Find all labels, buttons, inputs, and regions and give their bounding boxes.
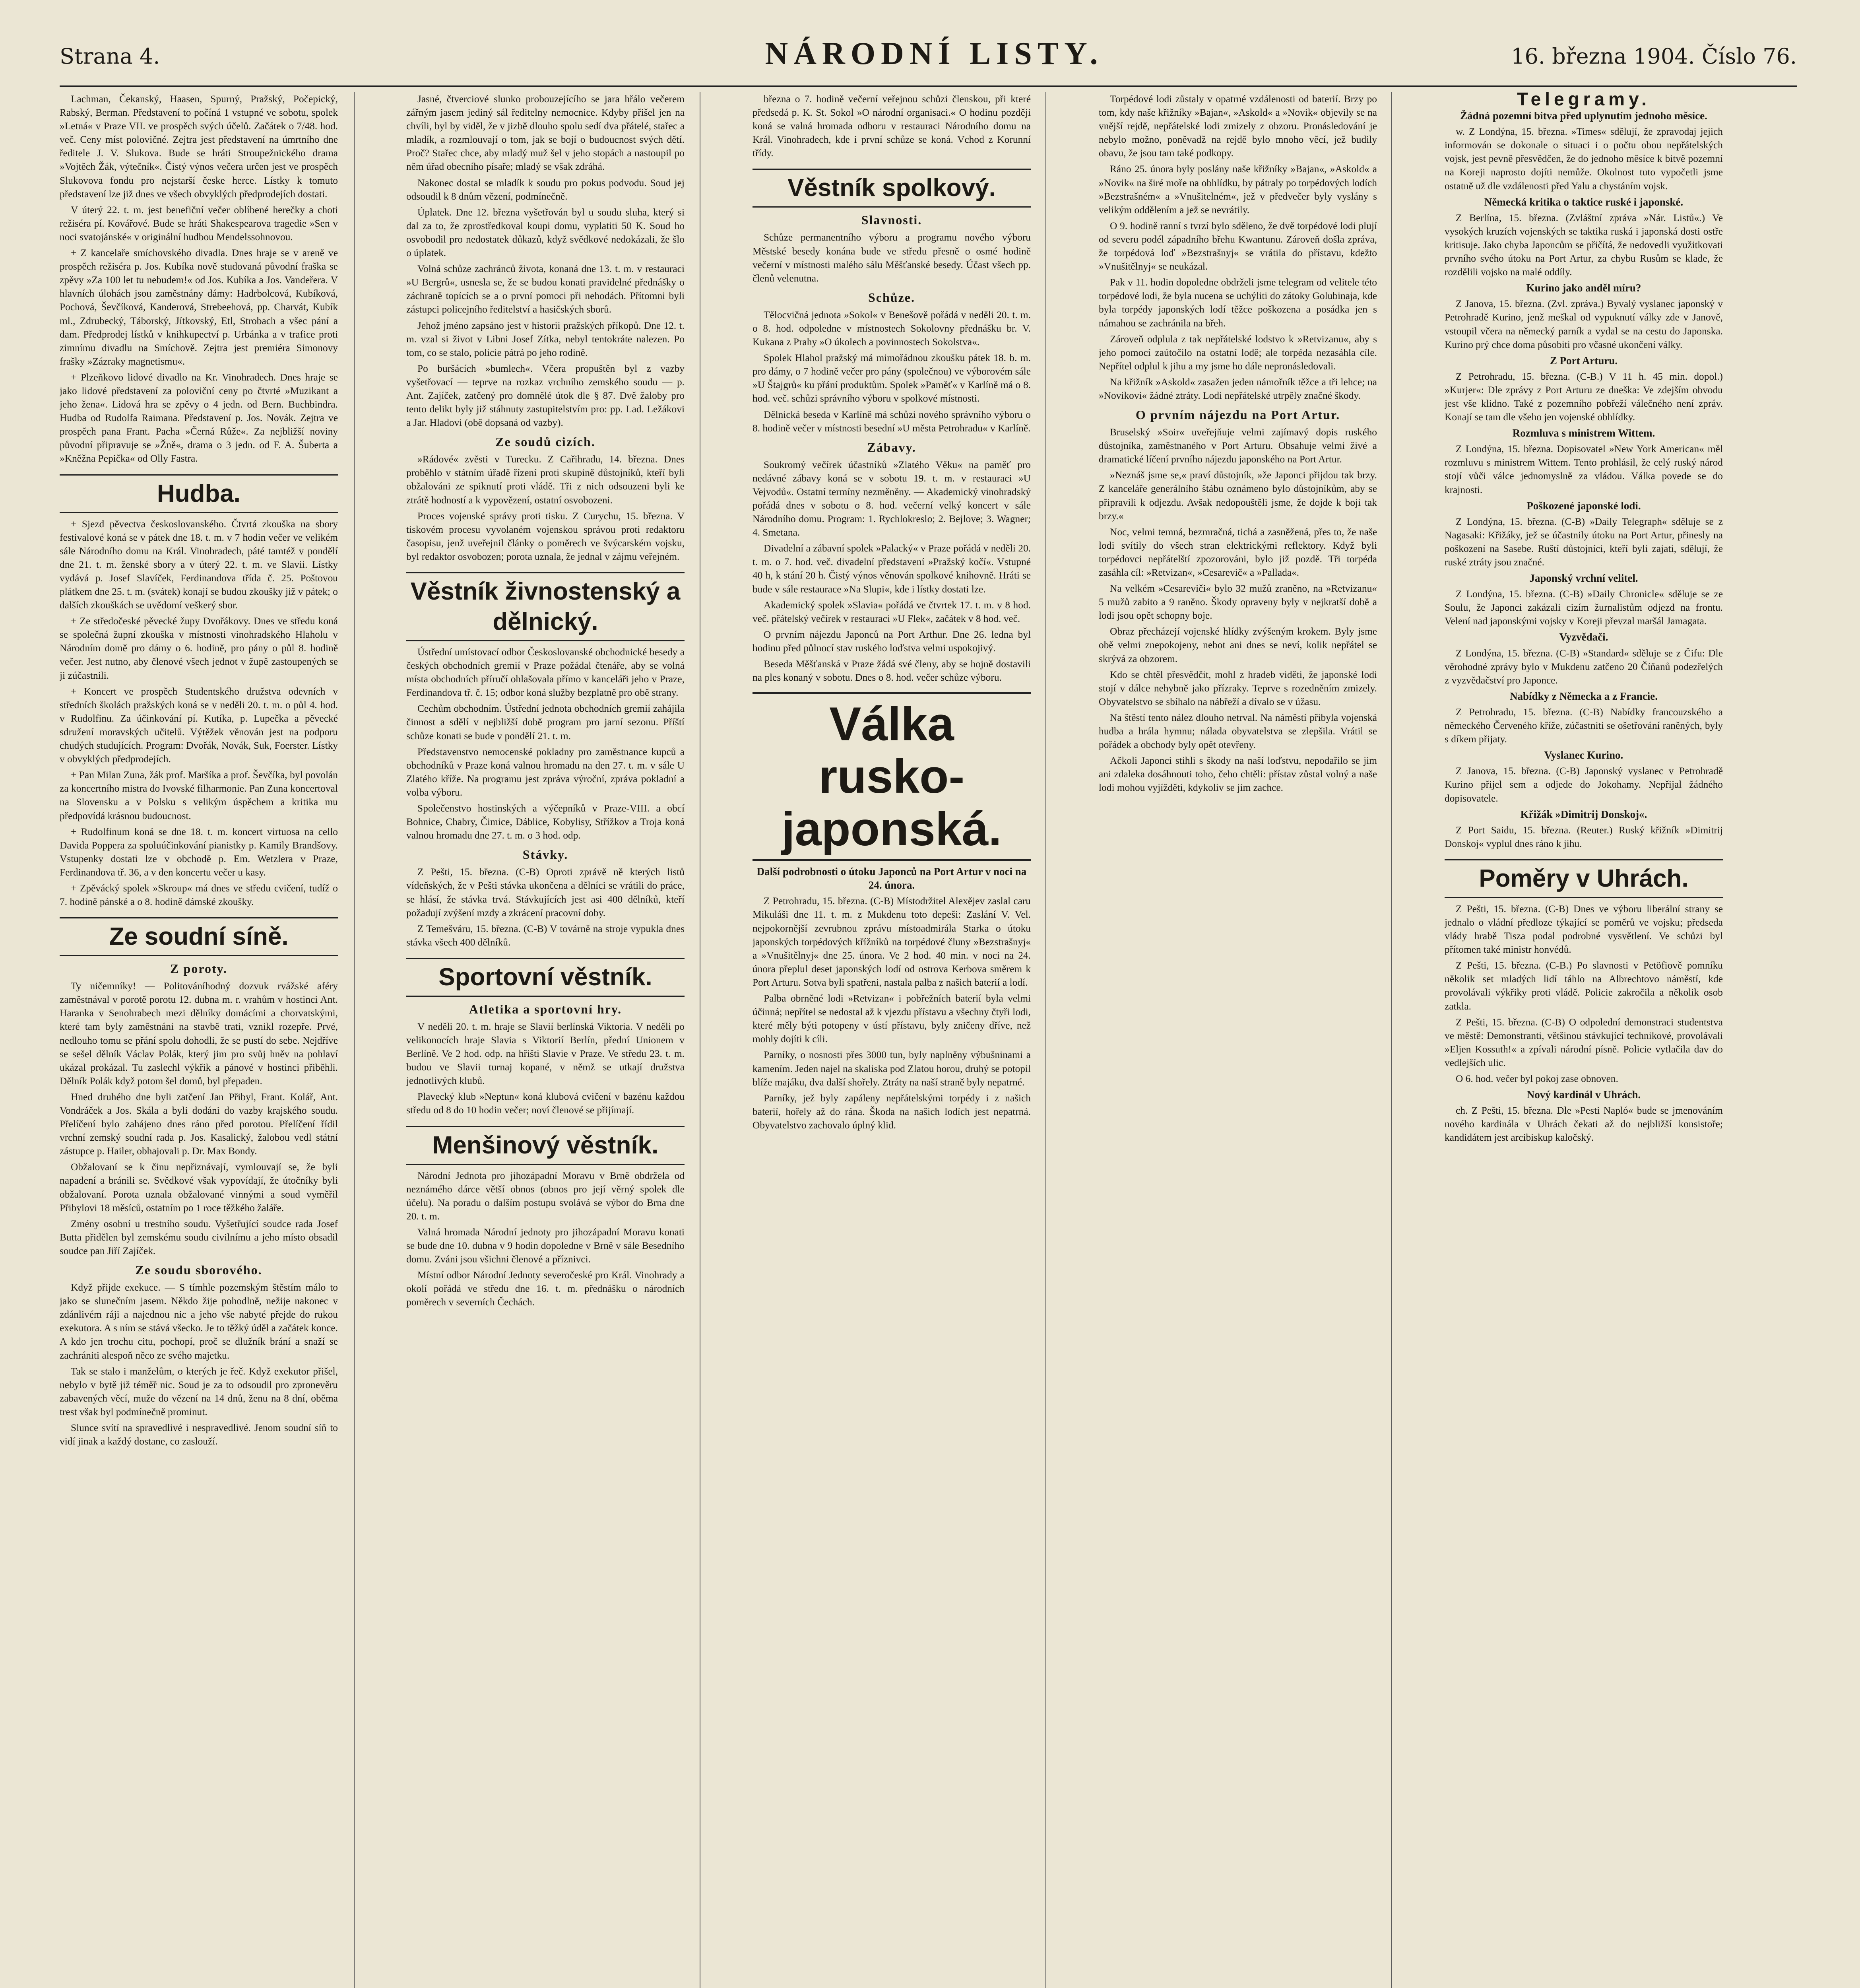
- article-paragraph: Tělocvičná jednota »Sokol« v Benešově pořádá v neděli 20. t. m. o 8. hod. odpoledne v místnostech Sokolovny přednášku br. V. Kukana z Prahy »O úkolech a povinnostech Sokolstva«.: [753, 309, 1031, 348]
- article-paragraph: Jehož jméno zapsáno jest v historii pražských příkopů. Dne 12. t. m. vzal si život v Libni Josef Zítka, nebyl tentokráte nalezen. Po tom, co se stalo, policie pátrá po jeho rodině.: [406, 320, 685, 358]
- article-headline: Vyzvědači.: [1559, 631, 1608, 643]
- article-paragraph: Z Pešti, 15. března. (C-B) Dnes ve výboru liberální strany se jednalo o vládní předloze týkající se poměrů ve vojsku; předseda vlády hrabě Tisza podal podrobné vysvětlení. Ve schůzi byl přítomen také ministr honvédů.: [1445, 903, 1723, 955]
- article-headline: Poškozené japonské lodi.: [1526, 499, 1641, 512]
- article-paragraph: Obžalovaní se k činu nepřiznávají, vymlouvají se, že byli napadení a bránili se. Svědkové však vypovídají, že útočníky byli obžalovaní. Porota uznala obžalované vinnými a soud vyměřil Přibylovi 18 měsíců, ostatním po 1 roce těžkého žaláře.: [60, 1161, 338, 1213]
- article-paragraph: Když přijde exekuce. — S tímhle pozemským štěstím málo to jako se slunečním jasem. Někdo žije pohodlně, nežije nakonec v zdánlivém ráji a najednou nic a jeho vše nabyté přejde do rukou exekutora. A s ním se stává všecko. Je to těžký úděl a začátek konce. A kdo jen trochu citu, pochopí, proč se dlužník brání a snaží se zachrániti alespoň něco ze svého majetku.: [60, 1282, 338, 1361]
- article-paragraph: března o 7. hodině večerní veřejnou schůzi členskou, při které předsedá p. K. St. Sokol »O národní organisaci.« O hodinu později koná se valná hromada odboru v restauraci Národního domu na Král. Vinohradech, kde i první schůze se koná. Vchod z Korunní třídy.: [753, 93, 1031, 159]
- article-headline: Žádná pozemní bitva před uplynutím jednoho měsíce.: [1460, 110, 1707, 122]
- article-paragraph: Obraz přecházejí vojenské hlídky zvýšeným krokem. Byly jsme obě velmi znepokojeny, nebot ani dnes se neví, kolik nepřátel se skrývá za obzorem.: [1099, 626, 1377, 664]
- section-heading: Ze soudní síně.: [60, 917, 338, 956]
- article-paragraph: Noc, velmi temná, bezmračná, tichá a zasněžená, přes to, že naše lodi svítily do všech stran elektrickými reflektory. Když byli torpédovci nepřátelští zpozorováni, bylo již pozdě. Tři torpéda zasáhla cíl: »Retvizan«, »Cesarevič« a »Pallada«.: [1099, 526, 1377, 578]
- article-paragraph: Nakonec dostal se mladík k soudu pro pokus podvodu. Soud jej odsoudil k 8 dnům vězení, podmínečně.: [406, 177, 685, 202]
- article-paragraph: Akademický spolek »Slavia« pořádá ve čtvrtek 17. t. m. v 8 hod. več. přátelský večírek v restauraci »U Flek«, začátek v 8 hod. več.: [753, 599, 1031, 624]
- article-paragraph: »Neznáš jsme se,« praví důstojník, »že Japonci přijdou tak brzy. Z kanceláře generálního štábu oznámeno bylo důstojníkům, aby se připravili k odjezdu. Avšak nedopouštěli jsme, že dojde k boji tak brzy.«: [1099, 470, 1377, 522]
- article-headline: Japonský vrchní velitel.: [1529, 572, 1638, 584]
- article-paragraph: Z Petrohradu, 15. března. (C-B) Místodržitel Alexějev zaslal caru Mikuláši dne 11. t. m. z Mukdenu toto depeši: Zaslání V. Vel. nejpokornější zevrubnou zprávu místoadmirála Starka o útoku japonských torpédových křížníků na torpédové čluny »Bezstrašnyj« a »Vnušitělnyj« dne 25. února. Ve 2 hod. 40 min. v noci na 24. února přeplul deset japonských lodí od ostrova Kerbova směrem k Port Arturu. Sotva byli spatřeni, nastala palba z našich baterií a lodí.: [753, 895, 1031, 988]
- section-heading: Menšinový věstník.: [406, 1126, 685, 1165]
- subsection-heading: Schůze.: [868, 290, 915, 305]
- article-paragraph: + Koncert ve prospěch Studentského družstva odevních v středních školách pražských koná se v neděli 20. t. m. o půl 4. hod. v Rudolfinu. Za účinkování pí. Kutíka, p. Lupečka a pěvecké sdružení moravských učitelů. Výtěžek věnován jest na podporu chudých studujících. Program: Dvořák, Novák, Suk, Foerster. Lístky v obvyklých předprodejích.: [60, 685, 338, 765]
- article-paragraph: Z Port Saidu, 15. března. (Reuter.) Ruský křižník »Dimitrij Donskoj« vyplul dnes ráno k jihu.: [1445, 824, 1723, 849]
- column-2: [406, 92, 685, 1988]
- article-paragraph: Soukromý večírek účastníků »Zlatého Věku« na paměť pro nedávné zábavy koná se v sobotu 19. t. m. v restauraci »U Vejvodů«. Ostatní termíny nezměněny. — Akademický vinohradský pořádá dnes v sobotu o 8. hod. večerní velký koncert v sále Národního domu. Program: 1. Rychlokreslo; 2. Bejlove; 3. Wagner; 4. Smetana.: [753, 459, 1031, 538]
- section-heading: Věstník živnostenský a dělnický.: [406, 572, 685, 641]
- article-headline: Německá kritika o taktice ruské i japonské.: [1484, 196, 1684, 208]
- article-paragraph: V neděli 20. t. m. hraje se Slavií berlínská Viktoria. V neděli po velikonocích hraje Slavia s Viktorií Berlín, přední Unionem v Berlíně. Ve 2 hod. odp. na hřišti Slavie v Praze. Ve středu 23. t. m. budou ve Slavii turnaj kopané, v němž se utkají družstva jednotlivých klubů.: [406, 1021, 685, 1087]
- article-paragraph: + Rudolfinum koná se dne 18. t. m. koncert virtuosa na cello Davida Poppera za spoluúčinkování pianistky p. Kamily Brandšovy. Vstupenky dostati lze v obchodě p. Em. Wetzlera v Praze, Ferdinandova tř. 36, a v den koncertu večer u kasy.: [60, 826, 338, 878]
- article-paragraph: Pak v 11. hodin dopoledne obdrželi jsme telegram od velitele této torpédové lodi, že byla nucena se uchýliti do zátoky Golubinaja, kde byla torpédy japonských lodí těžce poškozena a posádka jen s námahou se zachránila na břeh.: [1099, 277, 1377, 329]
- article-paragraph: + Sjezd pěvectva českoslovanského. Čtvrtá zkouška na sbory festivalové koná se v pátek dne 18. t. m. v 7 hodin večer ve velikém sále Národního domu na Král. Vinohradech, páté tamtéž v pondělí dne 21. t. m. ženské sbory a v úterý 22. t. m. ve Slavii. Lístky vydává p. Josef Slavíček, Ferdinandova třída č. 25. Poštovou plátkem dne 25. t. m. (svátek) konají se budou zkoušky již v pátek; o dalších zkouškách se uvědomí veškerý sbor.: [60, 518, 338, 611]
- article-paragraph: Z Londýna, 15. března. (C-B) »Daily Chronicle« sděluje se ze Soulu, že Japonci zakázali cizím žurnalistům odjezd na frontu. Velení nad japonskými vojsky v Koreji převzal maršál Jamagata.: [1445, 588, 1723, 627]
- article-paragraph: Po buršácích »bumlech«. Včera propuštěn byl z vazby vyšetřovací — teprve na rozkaz vrchního zemského soudu — p. Ant. Zajíček, zatčený pro domnělé útok dle § 87. Dvě žaloby pro tento delikt byly již stáhnuty zastupitelstvím pro: pp. Lad. Ležákovi a Jar. Hladovi (obě dopsaná od vazby).: [406, 363, 685, 429]
- article-paragraph: O 6. hod. večer byl pokoj zase obnoven.: [1456, 1073, 1618, 1084]
- article-paragraph: + Zpěvácký spolek »Skroup« má dnes ve středu cvičení, tudíž o 7. hodině pánské a o 8. hodině dámské zkoušky.: [60, 882, 338, 908]
- article-paragraph: Palba obrněné lodi »Retvizan« i pobřežních baterií byla velmi účinná; nepřítel se nedostal až k vjezdu přístavu a všechny čtyři lodi, které měly býti potopeny v ústí přístavu, byly zničeny dříve, než mohly dojíti k cíli.: [753, 993, 1031, 1045]
- article-paragraph: Torpédové lodi zůstaly v opatrné vzdálenosti od baterií. Brzy po tom, kdy naše křižníky »Bajan«, »Askold« a »Novik« objevily se na vnější rejdě, nepřátelské lodi zmizely z obzoru. Pronásledování je nebylo možno, poněvadž na rejdě bylo mnoho věcí, jež budily obavu, že jsou tam také podkopy.: [1099, 93, 1377, 159]
- article-paragraph: Z Janova, 15. března. (Zvl. zpráva.) Byvalý vyslanec japonský v Petrohradě Kurino, jenž meškal od vypuknutí války zde v Janově, vstoupil včera na německý parník a vydal se na cestu do Japonska. Kurino prý chce doma působiti pro včasné ukončení války.: [1445, 298, 1723, 350]
- article-paragraph: O prvním nájezdu Japonců na Port Arthur. Dne 26. ledna byl hodinu před půlnocí stav ruského loďstva velmi uspokojivý.: [753, 629, 1031, 654]
- article-paragraph: Z Londýna, 15. března. Dopisovatel »New York American« měl rozmluvu s ministrem Wittem. Tento prohlásil, že celý ruský národ stojí vůči válce jednomyslně za vládou. Válka povede se do krajnosti.: [1445, 443, 1723, 495]
- article-paragraph: Parníky, o nosnosti přes 3000 tun, byly naplněny výbušninami a kamením. Jeden najel na skaliska pod Zlatou horou, druhý se potopil blíže majáku, dva další shořely. Ztráty na naší straně byly nepatrné.: [753, 1049, 1031, 1088]
- article-paragraph: w. Z Londýna, 15. března. »Times« sdělují, že zpravodaj jejich informován se dokonale o situaci i o počtu obou nepřátelských vojsk, jest pevně přesvědčen, že do jednoho měsíce k bitvě pozemní na Koreji naprosto dojíti nemůže. Okolnost tuto vypočetli jsme ostatně už dle vzdálenosti před Yalu a chystáním vojsk.: [1445, 126, 1723, 192]
- article-paragraph: Z Pešti, 15. března. (C-B) O odpolední demonstraci studentstva ve městě: Demonstranti, většinou stávkující technikové, provolávali »Eljen Kossuth!« a zpívali národní písně. Policie vytlačila dav do vedlejších ulic.: [1445, 1016, 1723, 1068]
- telegrams-heading: Telegramy.: [1517, 92, 1651, 109]
- article-paragraph: Proces vojenské správy proti tisku. Z Curychu, 15. března. V tiskovém procesu vyvolaném vojenskou správou proti redaktoru časopisu, jenž uveřejnil články o poměrech ve švýcarském vojsku, byl redaktor osvobozen; porota uznala, že jednal v zájmu veřejném.: [406, 510, 685, 562]
- article-paragraph: Jasné, čtverciové slunko probouzejícího se jara hřálo večerem zářným jasem jediný sál ředitelny nemocnice. Kdyby přišel jen na chvíli, byl by viděl, že v jizbě dlouho spolu sedí dva přátelé, stařec a mladík, a rozmlouvají o tom, jak se bojí o budoucnost svých dětí. Proč? Stařec chce, aby mladý muž šel v jeho stopách a nastoupil po něm úřad obecního písaře; mladý se však zdráhá.: [406, 93, 685, 173]
- page-number: Strana 4.: [60, 44, 160, 69]
- article-paragraph: Ty ničemníky! — Politováníhodný dozvuk rvážské aféry zaměstnával v porotě porotu 12. dubna m. r. vrahům v hostinci Ant. Haranka v Senohrabech mezi dělníky domácími a chorvatskými, které tam byly zaměstnáni na stavbě trati, vznikl rozepře. Prvé, nedlouho tomu se přání spolu dohodli, že se pustí do sebe. Nejdříve se sešel dělník Václav Polák, který jim pro svůj hněv na pohlaví ukázal prokázal. Tu zaslechl výkřik a pánové v hostinci přiběhli. Dělník Polák když potom šel domů, byl přepaden.: [60, 980, 338, 1087]
- column-3: [753, 92, 1031, 1988]
- article-paragraph: Z Londýna, 15. března. (C-B) »Standard« sděluje se z Čifu: Dle věrohodné zprávy bylo v Mukdenu zatčeno 20 Číňanů podezřelých z vyzvědačství pro Japonce.: [1445, 647, 1723, 686]
- article-paragraph: V úterý 22. t. m. jest benefiční večer oblíbené herečky a choti režiséra pí. Kovářové. Bude se hráti Shakespearova tragedie »Sen v noci svatojánské« v originální hudbou Mendelssohnovou.: [60, 204, 338, 243]
- article-paragraph: Z Petrohradu, 15. března. (C-B) Nabídky francouzského a německého Červeného kříže, zúčastniti se ošetřování raněných, byly s díkem přijaty.: [1445, 706, 1723, 745]
- article-headline: Nabídky z Německa a z Francie.: [1510, 690, 1658, 702]
- article-paragraph: Tak se stalo i manželům, o kterých je řeč. Když exekutor přišel, nebylo v bytě již téměř nic. Soud je za to odsoudil pro zpronevěru zabavených věcí, muže do vězení na 14 dnů, ženu na 8 dní, oběma trest však byl podmínečně prominut.: [60, 1365, 338, 1417]
- masthead-title: NÁRODNÍ LISTY.: [765, 36, 1104, 71]
- section-heading: Hudba.: [60, 474, 338, 513]
- article-paragraph: ch. Z Pešti, 15. března. Dle »Pesti Napló« bude se jmenováním nového kardinála v Uhrách čekati až do nejbližší konsistoře; kandidátem jest arcibiskup kaločský.: [1445, 1105, 1723, 1143]
- column-divider: [1391, 92, 1392, 1988]
- article-paragraph: Z Janova, 15. března. (C-B) Japonský vyslanec v Petrohradě Kurino přijel sem a odjede do Jokohamy. Nepřijal žádného dopisovatele.: [1445, 765, 1723, 804]
- article-paragraph: Z Pešti, 15. března. (C-B) Oproti zprávě ně kterých listů vídeňských, že v Pešti stávka ukončena a dělníci se vrátili do práce, se hlásí, že stávka trvá. Stávkujících jest asi 400 dělníků, kteří požadují zvýšení mzdy a zkrácení pracovní doby.: [406, 866, 685, 918]
- column-4: [1099, 92, 1377, 1988]
- article-paragraph: Bruselský »Soir« uveřejňuje velmi zajímavý dopis ruského důstojníka, zaměstnaného v Port Arturu. Obsahuje velmi živé a dramatické líčení prvního nájezdu japonského na Port Artur.: [1099, 427, 1377, 465]
- article-paragraph: Z Berlína, 15. března. (Zvláštní zpráva »Nár. Listů«.) Ve vysokých kruzích vojenských se taktika ruská i japonská dosti ostře kritisuje. Jako chyba Japoncům se přičítá, že nedovedli využitkovati prvního svého útoku na Port Artur, za chybu Rusům se klade, že rozdělili vojsko na malé oddíly.: [1445, 212, 1723, 278]
- article-paragraph: Hned druhého dne byli zatčení Jan Přibyl, Frant. Kolář, Ant. Vondráček a Jos. Skála a byli dodáni do vazby krajského soudu. Přelíčení bylo zahájeno dnes ráno před porotou. Přelíčení řídil vrchní zemský soudní rada p. Jos. Kasalický, žalobou vedl státní zástupce p. Hailer, obhajovali p. Dr. Max Bondy.: [60, 1091, 338, 1157]
- subsection-heading: Stávky.: [522, 847, 568, 862]
- section-heading: Poměry v Uhrách.: [1445, 859, 1723, 898]
- column-5: [1445, 92, 1723, 1988]
- page-header: [60, 28, 1797, 87]
- article-paragraph: Z Pešti, 15. března. (C-B.) Po slavnosti v Petöfiově pomníku několik set mladých lidí táhlo na Albrechtovo náměstí, kde provolávali výkřiky proti vládě. Policie zakročila a několik osob zatkla.: [1445, 960, 1723, 1012]
- article-paragraph: Dělnická beseda v Karlíně má schůzi nového správního výboru o 8. hodině večer v místnosti besední »U města Petrohradu« v Karlíně.: [753, 409, 1031, 434]
- article-paragraph: Lachman, Čekanský, Haasen, Spurný, Pražský, Počepický, Rabský, Berman. Představení to počíná 1 vstupné ve sobotu, spolek »Letná« v Praze VII. ve prospěch svých účelů. Začátek o 7/48. hod. več. Ceny míst polovičné. Zejtra jest představení na úmrtního dne ředitele J. V. Slukova. Bude se hráti Stroupežnického drama »Vojtěch Žák, výtečník«. Čistý výnos večera určen jest ve prospěch Slukovova fondu pro nejstarší česke herce. Lístky k tomuto představení lze již dnes ve všech obvyklých předprodejích dostati.: [60, 93, 338, 200]
- subsection-heading: Z poroty.: [170, 961, 227, 976]
- column-divider: [1045, 92, 1046, 1988]
- article-paragraph: Beseda Měšťanská v Praze žádá své členy, aby se hojně dostavili na ples konaný v sobotu. Dnes o 8. hod. večer schůze výboru.: [753, 658, 1031, 683]
- article-paragraph: Z Temešváru, 15. března. (C-B) V továrně na stroje vypukla dnes stávka všech 400 dělníků.: [406, 923, 685, 948]
- article-paragraph: Cechům obchodním. Ústřední jednota obchodních gremií zahájila činnost a sdělí v nejbližší době program pro jarní sezonu. Příští schůze konati se bude v pondělí 21. t. m.: [406, 703, 685, 742]
- article-paragraph: + Pan Milan Zuna, žák prof. Maršíka a prof. Ševčíka, byl povolán za koncertního mistra do Ivovské filharmonie. Pan Zuna koncertoval na Slovensku a v Polsku s velikým úspěchem a kritika mu předpovídá krásnou budoucnost.: [60, 769, 338, 821]
- section-heading: Sportovní věstník.: [406, 958, 685, 997]
- subsection-heading: Ze soudu sborového.: [135, 1263, 262, 1277]
- article-paragraph: Představenstvo nemocenské pokladny pro zaměstnance kupců a obchodníků v Praze koná valnou hromadu na den 27. t. m. v sále U Zlatého kříže. Na programu jest zpráva výroční, zpráva pokladní a volba výboru.: [406, 746, 685, 798]
- article-paragraph: Společenstvo hostinských a výčepníků v Praze-VIII. a obcí Bohnice, Chabry, Čimice, Dáblice, Kobylisy, Střížkov a Troja koná valnou hromadu dne 27. t. m. o 3 hod. odp.: [406, 803, 685, 841]
- article-paragraph: Volná schůze zachránců života, konaná dne 13. t. m. v restauraci »U Bergrů«, usnesla se, že se budou konati pravidelné přednášky o záchraně topících se a o první pomoci při nehodách. Přítomni byli zástupci policejního ředitelství a hasičských sborů.: [406, 263, 685, 315]
- war-headline: Válka rusko-japonská.: [753, 692, 1031, 861]
- article-paragraph: Valná hromada Národní jednoty pro jihozápadní Moravu konati se bude dne 10. dubna v 9 hodin dopoledne v Brně v sále Besedního domu. Zváni jsou všichni členové a příznivci.: [406, 1226, 685, 1265]
- article-paragraph: Ústřední umístovací odbor Českoslovanské obchodnické besedy a českých obchodních gremií v Praze požádal čtenáře, aby se volná místa obchodních příručí ohlašovala přímo v kanceláři jeho v Praze, Ferdinandova tř. č. 15; odbor koná služby bezplatně pro obě strany.: [406, 646, 685, 699]
- article-headline: Z Port Arturu.: [1550, 354, 1618, 367]
- article-paragraph: Z Petrohradu, 15. března. (C-B.) V 11 h. 45 min. dopol.) »Kurjer«: Dle zprávy z Port Arturu ze dneška: Ve zdejším obvodu jest vše klidno. Také z pozemního pobřeží válečného není zpráv. Konají se tam dle všeho jen vojenské obhlídky.: [1445, 371, 1723, 423]
- article-paragraph: Zmény osobní u trestního soudu. Vyšetřující soudce rada Josef Butta přidělen byl zemskému soudu civilnímu a jeho místo obsadil soudce pan Jiří Zajíček.: [60, 1218, 338, 1256]
- article-paragraph: Na křižník »Askold« zasažen jeden námořník těžce a tři lehce; na »Novikovi« žádné ztráty. Lodi nepřátelské utrpěly značné škody.: [1099, 376, 1377, 401]
- article-headline: Rozmluva s ministrem Wittem.: [1512, 427, 1655, 439]
- article-paragraph: Národní Jednota pro jihozápadní Moravu v Brně obdržela od neznámého dárce větší obnos (obnos pro její věrný spolek dle účelu). Na poradu o dalším postupu svolává se výbor do Brna dne 20. t. m.: [406, 1170, 685, 1222]
- article-headline: Nový kardinál v Uhrách.: [1526, 1089, 1641, 1101]
- article-paragraph: Zároveň odplula z tak nepřátelské lodstvo k »Retvizanu«, aby s jeho pomocí zaútočilo na ostatní lodě; ale torpéda nezasáhla cíle. Nepřítel odplul k jihu a my jsme ho dále nepronásledovali.: [1099, 333, 1377, 372]
- article-paragraph: Divadelní a zábavní spolek »Palacký« v Praze pořádá v neděli 20. t. m. o 7. hod. več. divadelní představení »Pražský kočí«. Vstupné 40 h, k stání 20 h. Čistý výnos věnován spolkové knihovně. Hráti se bude v sále restaurace »Na Slupi«, kde i lístky dostati lze.: [753, 543, 1031, 595]
- article-paragraph: Kdo se chtěl přesvědčit, mohl z hradeb viděti, že japonské lodi stojí v dálce nehybně jako přízraky. Teprve s rozedněním zmizely. Obyvatelstvo se sbíhalo na nábřeží a dívalo se v úžasu.: [1099, 669, 1377, 707]
- subsection-heading: Atletika a sportovní hry.: [469, 1002, 622, 1016]
- article-paragraph: + Plzeňkovo lidové divadlo na Kr. Vinohradech. Dnes hraje se jako lidové představení za poloviční ceny po čtvrté »Muzikant a jeho žena«. Lidová hra se zpěvy o 4 jedn. od Bern. Buchbindra. Hudba od Rudolfa Raimana. Představení p. Jos. Novák. Zejtra ve prospěch pana Frant. Pacha »Černá Růže«. Za nejbližší noviny původní připravuje se »Žně«, drama o 3 jedn. od F. A. Šuberta a »Kněžna Pepička« od Olly Fastra.: [60, 371, 338, 464]
- article-paragraph: Místní odbor Národní Jednoty severočeské pro Král. Vinohrady a okolí pořádá ve středu dne 16. t. m. přednášku o národních poměrech v severních Čechách.: [406, 1270, 685, 1308]
- article-paragraph: Úplatek. Dne 12. března vyšetřován byl u soudu sluha, který si dal za to, že zprostředkoval koupi domu, vyplatiti 50 K. Soud ho osvobodil pro nedostatek důkazů, když svědkové nedokázali, že šlo o úplatek.: [406, 206, 685, 259]
- subsection-heading: Zábavy.: [867, 440, 916, 454]
- article-paragraph: Z Londýna, 15. března. (C-B) »Daily Telegraph« sděluje se z Nagasaki: Křižáky, jež se účastnily útoku na Port Artur, přinesly na poškození na Sasebe. Ruští důstojníci, kteří byli zajati, sdělují, že ruské ztráty jsou značné.: [1445, 516, 1723, 568]
- article-headline: Kurino jako anděl míru?: [1526, 282, 1641, 294]
- article-paragraph: + Ze středočeské pěvecké župy Dvořákovy. Dnes ve středu koná se společná župní zkouška v místnosti vinohradského Hlaholu v Národním domě pro dámy o 6. hodině, pro pány o půl 8. hodině večer. Jest nutno, aby členové všech jednot v župě zastoupených se ji zúčastnili.: [60, 615, 338, 681]
- article-headline: Křižák »Dimitrij Donskoj«.: [1520, 808, 1647, 820]
- article-paragraph: Schůze permanentního výboru a programu nového výboru Městské besedy konána bude ve středu přesně o osmé hodině večerní v místnosti malého sálu Měšťanské besedy. Účast všech pp. členů velenutna.: [753, 232, 1031, 284]
- section-heading: Věstník spolkový.: [753, 169, 1031, 208]
- article-paragraph: + Z kancelaře smíchovského divadla. Dnes hraje se v areně ve prospěch režiséra p. Jos. Kubíka nově studovaná původní fraška se zpěvy »Za 100 let tu nebudem!« od Jos. Kubíka a Jos. Vandeřera. V hlavních úlohách jsou zaměstnány dámy: Hadrbolcová, Kubíková, Pochová, Ševčíková, Kanderová, Strebeehová, pp. Charvát, Kubík ml., Zdrubecký, Táborský, Jítkovský, Etl, Strobach a všec pání a dam. Předprodej lístků v knihkupectví p. Urbánka a v trafice proti zimnímu divadlu na Smíchově. Zejtra jest premiéra Simonovy frašky »Zázraky magnetismu«.: [60, 247, 338, 367]
- header-rule: [60, 85, 1797, 87]
- subsection-heading: Slavnosti.: [861, 213, 922, 227]
- subsection-heading: O prvním nájezdu na Port Artur.: [1135, 408, 1340, 422]
- article-paragraph: »Rádové« zvěsti v Turecku. Z Cařihradu, 14. března. Dnes proběhlo v státním úřadě řízení proti skupině důstojníků, kteří byli obžalováni ze spiknutí proti vládě. Tři z nich odsouzeni byli ke ztrátě hodností a k vypovězení, ostatní osvobozeni.: [406, 454, 685, 506]
- column-1: [60, 92, 338, 1988]
- date-issue: 16. března 1904. Číslo 76.: [1511, 44, 1797, 69]
- article-paragraph: Parníky, jež byly zapáleny nepřátelskými torpédy i z našich baterií, hořely až do rána. Škoda na našich lodích jest nepatrná. Obyvatelstvo zachovalo úplný klid.: [753, 1092, 1031, 1131]
- article-paragraph: Plavecký klub »Neptun« koná klubová cvičení v bazénu každou středu od 8 do 10 hodin večer; noví členové se přijímají.: [406, 1091, 685, 1116]
- article-paragraph: Na štěstí tento nález dlouho netrval. Na náměstí přibyla vojenská hudba a hrála hymnu; nálada obyvatelstva se zlepšila. Vrátil se pořádek a obchody byly opět otevřeny.: [1099, 712, 1377, 751]
- subsection-heading: Ze soudů cizích.: [495, 435, 595, 449]
- article-paragraph: Ačkoli Japonci stihli s škody na naší loďstvu, nepodařilo se jim ani zdaleka dosáhnouti toho, čeho chtěli: přístav zůstal volný a naše lodi mohou vyjížděti, kdykoliv se jim zachce.: [1099, 755, 1377, 794]
- article-paragraph: Spolek Hlahol pražský má mimořádnou zkoušku pátek 18. b. m. pro dámy, o 7 hodině večer pro pány (společnou) ve výborovém sále »U Štajgrů« ku přání produktům. Spolek »Paměť« v Karlíně má o 8. hod. več. schůzi správního výboru v spolkové místnosti.: [753, 352, 1031, 404]
- article-paragraph: Ráno 25. února byly poslány naše křižníky »Bajan«, »Askold« a »Novik« na širé moře na obhlídku, by pátraly po torpédových lodích »Bezstrašném« a »Vnušitelném«, jež v předvečer byly vyslány s velikým oddělením a jež se nevrátily.: [1099, 163, 1377, 215]
- article-paragraph: Na velkém »Cesareviči« bylo 32 mužů zraněno, na »Retvizanu« 5 mužů zabito a 9 raněno. Škody opraveny byly v nejkratší době a lodi jsou opět schopny boje.: [1099, 583, 1377, 621]
- column-divider: [354, 92, 355, 1988]
- article-paragraph: Slunce svítí na spravedlivé i nespravedlivé. Jenom soudní síň to vidí jinak a každý dostane, co zaslouží.: [60, 1422, 338, 1447]
- article-paragraph: O 9. hodině ranní s tvrzí bylo sděleno, že dvě torpédové lodi plují od severu podél západního břehu Kwantunu. Zároveň došla zpráva, že torpédová loď »Bezstrašnyj« se vrátila do přístavu, kdežto »Vnušitělnyj« se neukázal.: [1099, 220, 1377, 272]
- article-headline: Vyslanec Kurino.: [1544, 749, 1623, 761]
- article-headline: Další podrobnosti o útoku Japonců na Port Artur v noci na 24. února.: [756, 866, 1027, 891]
